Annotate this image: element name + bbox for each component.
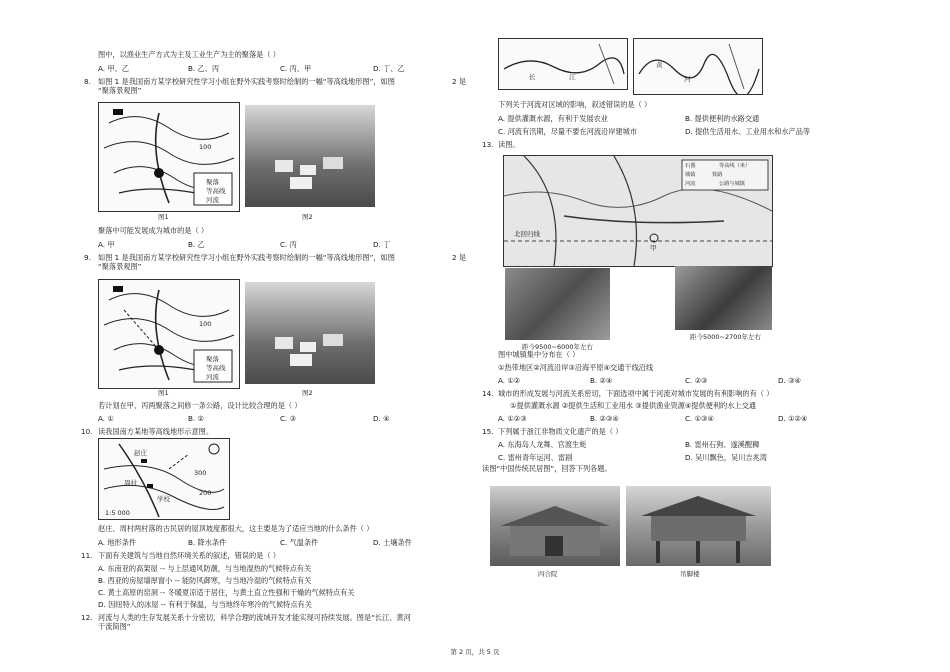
map-label-school: 学校 [157,495,170,503]
map-label-300: 300 [194,469,207,477]
map-scale: 1:5 000 [105,509,130,517]
q7-stem: 图中，以渔业生产方式为主及工业生产为主的聚落是（ ） [98,50,280,59]
siheyuan-photo [490,486,620,566]
map-label-zhoucun: 周村 [124,479,137,487]
diaojiaolou-caption: 吊脚楼 [680,570,700,578]
tropic-of-cancer-label: 北回归线 [514,230,540,238]
q14-stem: 城市的形成发展与河流关系密切，下面选项中属于河流对城市发展的有利影响的有（ ） [498,389,774,398]
settlement-photo-q9 [245,282,375,384]
q13-stem: 读图。 [498,140,520,149]
q9-option-b: B. ② [188,414,204,423]
q9-number: 9. [84,253,91,262]
q8-option-a: A. 甲 [98,240,115,249]
legend-contour: 等高线（米） [719,163,751,169]
q11-option-a: A. 东南亚的高架屋 -- 与上层通风防潮，与当地湿热的气候特点有关 [98,564,312,573]
river-label-huang: 黄 [656,61,663,69]
diaojiaolou-photo [626,486,771,566]
q9-option-c: C. ③ [280,414,297,423]
q12-option-d: D. 提供生活用水、工业用水和水产品等 [685,127,811,136]
q8-stem-line1: 如图 1 是我国南方某学校研究性学习小组在野外实践考察时绘制的一幅“等高线地形图”，如图 [98,77,395,86]
site-label-jia: 甲 [650,244,657,252]
q12-stem-line2: 干流简图” [98,622,131,631]
contour-label-100: 100 [199,143,212,151]
q11-option-b: B. 西亚的房屋墙厚窗小 -- 能防风御寒，与当地冷湿的气候特点有关 [98,576,312,585]
figure-1-label-q8: 图1 [158,213,169,221]
q14-option-a: A. ①②③ [498,414,527,423]
q14-sub: ①提供灌溉水源 ②提供生活和工业用水 ③提供渔业资源④提供便利的水上交通 [510,401,756,410]
q13-option-b: B. ②④ [590,376,613,385]
q15-number: 15. [482,427,494,436]
q10-option-d: D. 土壤条件 [373,538,412,547]
photo-caption-1: 距今9500~6000年左右 [522,343,594,351]
q11-number: 11. [81,551,93,560]
q8-option-c: C. 丙 [280,240,297,249]
q15-stem: 下列属于浙江非物质文化遗产的是（ ） [498,427,623,436]
q14-option-c: C. ①③④ [685,414,714,423]
q7-option-c: C. 丙、甲 [280,64,312,73]
q10-option-a: A. 地形条件 [98,538,137,547]
q15-option-a: A. 东海岛人龙舞、官渡生蚝 [498,440,587,449]
q7-option-b: B. 乙、丙 [188,64,220,73]
q15-option-b: B. 雷州石狗、遂溪醒狮 [685,440,760,449]
q13-number: 13. [482,140,494,149]
settlement-photo-q8 [245,105,375,207]
figure-2-label-q8: 图2 [302,213,313,221]
yellow-river-map [633,38,763,95]
q11-option-d: D. 因纽特人的冰屋 -- 有利于保温，与当地终年寒冷的气候特点有关 [98,600,312,609]
q8-stem-side: 2 是 [452,77,467,86]
legend-settlement: 聚落 [206,178,219,186]
page-footer: 第 2 页，共 5 页 [450,648,500,656]
q9-stem-line2: “聚落景观图” [98,262,142,271]
legend-river: 河流 [685,181,696,187]
q8-option-b: B. 乙 [188,240,205,249]
legend-river: 河流 [206,196,219,204]
archaeology-photo-1 [505,268,610,340]
map-label-200: 200 [199,489,212,497]
figure-1-label-q9: 图1 [158,389,169,397]
legend-railway: 铁路 [712,172,723,178]
q9-option-a: A. ① [98,414,114,423]
river-label-chang: 长 [529,73,536,81]
legend-contour: 等高线 [206,187,226,195]
figure-2-label-q9: 图2 [302,389,313,397]
south-china-contour-map [98,438,230,520]
q13-option-d: D. ③④ [778,376,801,385]
legend-stone-tools: 石器 [685,163,696,169]
q7-option-a: A. 甲、乙 [98,64,129,73]
q9-stem-line1: 如图 1 是我国南方某学校研究性学习小组在野外实践考察时绘制的一幅“等高线地形图”，如图 [98,253,395,262]
legend-road: 公路与城镇 [719,181,745,187]
q12-option-b: B. 提供便利的水路交通 [685,114,760,123]
q13-option-a: A. ①② [498,376,521,385]
q10-option-b: B. 降水条件 [188,538,227,547]
contour-map-figure-q9 [98,279,240,389]
q12-question: 下列关于河流对区域的影响，叙述错误的是（ ） [498,100,652,109]
q8-stem-line2: “聚落景观图” [98,86,142,95]
legend-contour: 等高线 [206,364,226,372]
yangtze-river-map [498,38,628,90]
q12-option-c: C. 河流有汛期，尽量不要在河流沿岸建城市 [498,127,637,136]
q14-option-d: D. ①②④ [778,414,808,423]
legend-town: 城镇 [685,172,696,178]
q14-number: 14. [482,389,494,398]
q15-option-c: C. 雷州青年运河、雷剧 [498,453,573,462]
photo-caption-2: 距今5000~2700年左右 [690,333,762,341]
legend-settlement: 聚落 [206,355,219,363]
q13-sub: ①热带地区②河流沿岸③沿海平原④交通干线沿线 [498,363,654,372]
q10-option-c: C. 气温条件 [280,538,319,547]
q13-option-c: C. ②③ [685,376,708,385]
contour-map-figure-q8 [98,102,240,212]
q12-number: 12. [81,613,93,622]
q8-number: 8. [84,77,91,86]
q12-stem-line1: 河流与人类的生存发展关系十分密切，科学合理的流域开发才能实现可持续发展。图是“长江、黄河 [98,613,411,622]
q8-option-d: D. 丁 [373,240,391,249]
q11-stem: 下面有关建筑与当地自然环境关系的叙述，错误的是（ ） [98,551,280,560]
q10-question: 赵庄、周村两村落的古民居的屋顶坡度都很大，这主要是为了适应当地的什么条件（ ） [98,524,374,533]
river-label-he: 河 [684,75,691,83]
q11-option-c: C. 黄土高原的窑洞 -- 冬暖夏凉适于居住，与黄土直立性强和干燥的气候特点有关 [98,588,355,597]
town-distribution-map [503,155,773,267]
read-stem: 读图“中国传统民居图”，回答下列各题。 [482,464,612,473]
q13-question: 图中城镇集中分布在（ ） [498,350,580,359]
archaeology-photo-2 [675,266,772,330]
q14-option-b: B. ②③④ [590,414,619,423]
q12-option-a: A. 提供灌溉水源，有利于发展农业 [498,114,608,123]
contour-label-100: 100 [199,320,212,328]
river-label-jiang: 江 [569,73,576,81]
siheyuan-caption: 四合院 [538,570,558,578]
q7-option-d: D. 丁、乙 [373,64,405,73]
q10-stem: 读我国南方某地等高线地形示意图。 [98,427,214,436]
legend-river: 河流 [206,373,219,381]
q10-number: 10. [81,427,93,436]
q8-question: 聚落中可能发展成为城市的是（ ） [98,226,209,235]
q9-option-d: D. ④ [373,414,390,423]
map-label-zhaozhuang: 赵庄 [134,449,147,457]
q15-option-d: D. 吴川飘色，吴川吉兆湾 [685,453,767,462]
q9-question: 若计划在甲、丙两聚落之间修一条公路，设计比较合理的是（ ） [98,401,302,410]
q9-stem-side: 2 是 [452,253,467,262]
